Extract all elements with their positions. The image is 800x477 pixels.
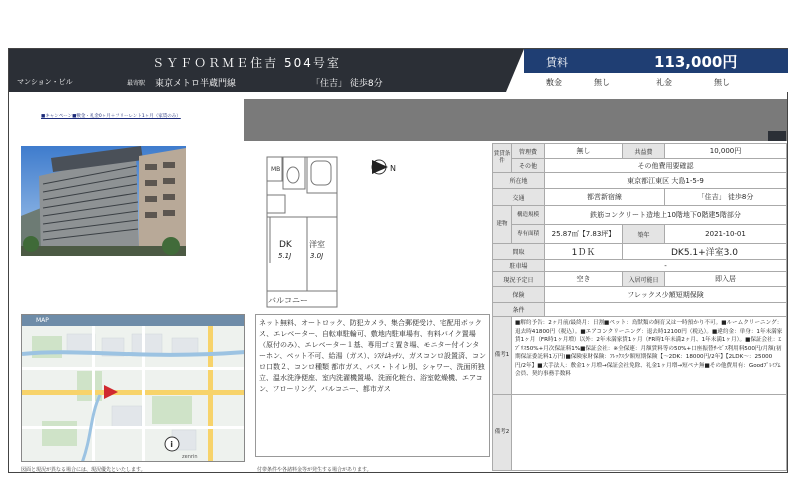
status-label: 現況予定日 (493, 272, 545, 287)
building-label: 建物 (493, 206, 512, 244)
other-fee-label: その他 (512, 159, 545, 173)
rent-panel (524, 49, 788, 92)
area-value: 25.87㎡【7.83坪】 (545, 225, 623, 244)
conditions-label: 条件 (493, 303, 545, 317)
north-label: N (390, 164, 396, 173)
move-in-value: 即入居 (665, 272, 787, 287)
parking-label: 駐車場 (493, 260, 545, 272)
map-title: MAP (22, 315, 245, 326)
layout-detail: DK5.1+洋室3.0 (623, 244, 787, 260)
fees-label: 賃貸条件 (493, 144, 512, 173)
rent-label: 賃料 (546, 56, 568, 69)
balcony-label: バルコニー (268, 296, 308, 305)
transport-line: 都営新宿線 (545, 189, 665, 206)
floor-plan (245, 155, 405, 310)
location-label: 所在地 (493, 173, 545, 189)
svg-text:i: i (170, 440, 173, 449)
train-line: 東京メトロ半蔵門線 (155, 79, 237, 89)
info-icon[interactable] (165, 437, 179, 451)
remarks1-text: ■解約予告：2ヶ月前/最終月：日割■ペット：鳥獣類の飼育又は一時預かり不可。■ルームクリーニング：退去時41800円（税込）。■エアコンクリーニング：退去時12100円（税込）。■違約金：単身：1年未満家賃1ヶ月（FR時1ヶ月増）以外：2年未満家賃1ヶ月（FR時1年未満2ヶ月、1年未満1ヶ月）。■保証会社：ｴﾌﾞﾘｽ50%+月次保証料1%■保証会社：※全保連：月額賃料等の50%+口座振替ｻｰﾋﾞｽ利用料500円/月額(初期保証委託料1万円)■保険家財保険：ﾌﾚｯｸｽ少額短期保険【～2DK：18000円/2年】【2LDK～：25000円/2年】■大手法人：敷金1ヶ月増→保証会社免除、礼金1ヶ月増→短ペナ無■その他費用有：Goodﾌﾟﾚﾐｱﾑ会員、契約事務手数料 (512, 317, 787, 395)
campaign-link[interactable]: ■キャンペーン■敷金・礼金0ヶ月＋フリーレント1ヶ月（家賃のみ） (41, 114, 181, 119)
common-fee-value: 10,000円 (665, 144, 787, 159)
remarks2-label: 備考2 (493, 395, 512, 471)
station-walk-time: 「住吉」 徒歩8分 (311, 79, 383, 89)
transport-walk: 「住吉」 徒歩8分 (665, 189, 787, 206)
rent-value: 113,000円 (654, 53, 738, 71)
north-arrow-icon (372, 160, 396, 174)
fee-disclaimer: 付帯条件や各諸料金等が発生する場合があります。 (257, 467, 372, 473)
transport-label: 交通 (493, 189, 545, 206)
area-map[interactable] (21, 314, 245, 462)
room-label: 洋室 (309, 240, 325, 249)
gray-band (244, 99, 787, 141)
structure-label: 構造規模 (512, 206, 545, 225)
deposit-label: 敷金 (546, 78, 562, 87)
map-credit: zenrin (182, 454, 198, 460)
header-chevron (484, 49, 524, 92)
property-type-tag: マンション・ビル (17, 78, 73, 86)
plan-disclaimer: 図面と現況が異なる場合には、現況優先といたします。 (21, 467, 146, 473)
gray-band-notch (768, 131, 786, 141)
equipment-list: ネット無料、オートロック、防犯カメラ、集合郵便受け、宅配用ボックス、エレベーター、自転車駐輪可、敷地内駐車場有、有料バイク置場（原付のみ）、エレベーター１基、専用ゴミ置き場、モニター付インターホン、ペット不可、給湯（ガス）、ｼｽﾃﾑｷｯﾁﾝ、ガスコンロ設置済、コンロ口数２、コンロ種類 都市ガス、バス・トイレ別、シャワー、洗面所独立、温水洗浄便座、室内洗濯機置場、洗面化粧台、浴室乾燥機、エアコン、フローリング、バルコニー、都市ガス (255, 314, 490, 457)
parking-value: - (545, 260, 787, 272)
insurance-value: フレックス少額短期保険 (545, 287, 787, 303)
area-label: 専有面積 (512, 225, 545, 244)
layout-label: 間取 (493, 244, 545, 260)
property-name: ＳＹＦＯＲＭＥ住吉 504号室 (152, 56, 341, 70)
remarks1-label: 備考1 (493, 317, 512, 395)
dk-label: DK (279, 240, 292, 250)
header-bar (9, 49, 484, 92)
move-in-label: 入居可能日 (623, 272, 665, 287)
status-value: 空き (545, 272, 623, 287)
conditions-value (545, 303, 787, 317)
common-fee-label: 共益費 (623, 144, 665, 159)
mb-label: MB (271, 166, 281, 173)
management-fee-value: 無し (545, 144, 623, 159)
rent-bar (524, 49, 788, 73)
building-photo (21, 146, 186, 256)
layout-value: 1ＤＫ (545, 244, 623, 260)
insurance-label: 保険 (493, 287, 545, 303)
room-size: 3.0J (310, 252, 324, 260)
built-year-value: 2021-10-01 (665, 225, 787, 244)
nearest-station-label: 最寄駅 (127, 80, 146, 87)
structure-value: 鉄筋コンクリート造地上10階地下0階建5階部分 (545, 206, 787, 225)
key-money-value: 無し (714, 78, 730, 87)
deposit-value: 無し (594, 78, 610, 87)
management-fee-label: 管理費 (512, 144, 545, 159)
other-fee-value: その他費用要確認 (545, 159, 787, 173)
dk-size: 5.1J (278, 252, 292, 260)
spec-table (492, 143, 786, 470)
key-money-label: 礼金 (656, 78, 672, 87)
built-year-label: 築年 (623, 225, 665, 244)
remarks2-text (512, 395, 787, 471)
location-value: 東京都江東区 大島1-5-9 (545, 173, 787, 189)
